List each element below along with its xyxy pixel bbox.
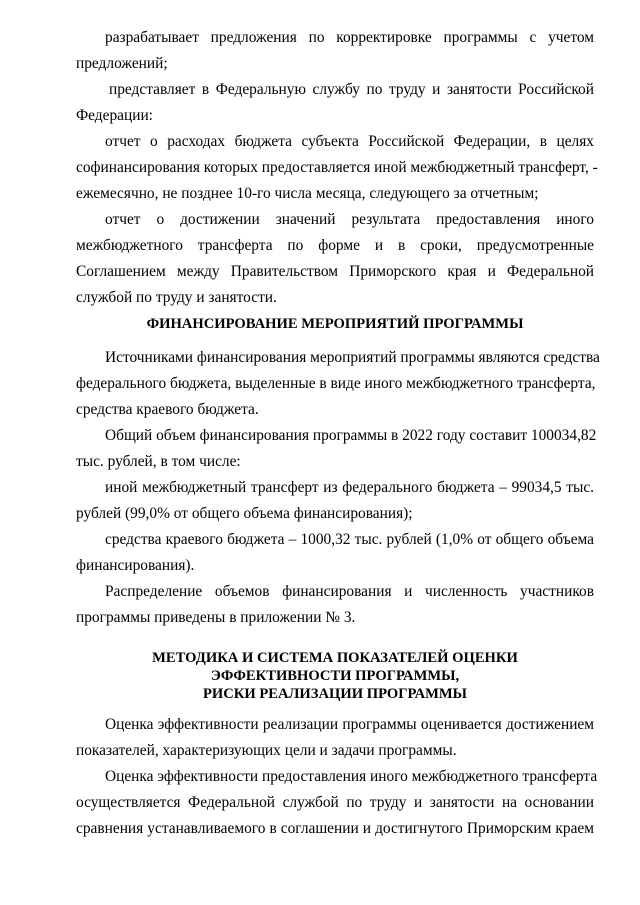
body-text-line: средства краевого бюджета – 1000,32 тыс. рублей (1,0% от общего объема <box>105 531 594 548</box>
body-text-line: представляет в Федеральную службу по труду и занятости Российской <box>109 81 594 98</box>
body-text-line: Соглашением между Правительством Приморского края и Федеральной <box>76 263 594 280</box>
body-text-line: программы приведены в приложении № 3. <box>76 609 356 626</box>
body-text-line: Общий объем финансирования программы в 2022 году составит 100034,82 <box>105 427 597 444</box>
section-heading-methodology-2: ЭФФЕКТИВНОСТИ ПРОГРАММЫ, <box>210 668 460 684</box>
body-text-line: межбюджетного трансферта по форме и в сроки, предусмотренные <box>76 237 594 254</box>
body-text-line: Оценка эффективности реализации программы оценивается достижением <box>105 716 594 733</box>
body-text-line: отчет о расходах бюджета субъекта Российской Федерации, в целях <box>105 133 594 150</box>
body-text-line: Источниками финансирования мероприятий программы являются средства <box>105 349 600 366</box>
section-heading-financing: ФИНАНСИРОВАНИЕ МЕРОПРИЯТИЙ ПРОГРАММЫ <box>146 316 524 332</box>
body-text-line: тыс. рублей, в том числе: <box>76 453 241 470</box>
section-heading-methodology-1: МЕТОДИКА И СИСТЕМА ПОКАЗАТЕЛЕЙ ОЦЕНКИ <box>152 650 518 666</box>
body-text-line: отчет о достижении значений результата предоставления иного <box>105 211 594 228</box>
body-text-line: Федерации: <box>76 107 153 124</box>
body-text-line: осуществляется Федеральной службой по труду и занятости на основании <box>76 794 594 811</box>
body-text-line: софинансирования которых предоставляется иной межбюджетный трансферт, - <box>76 159 598 176</box>
body-text-line: разрабатывает предложения по корректировке программы с учетом <box>105 29 594 46</box>
body-text-line: рублей (99,0% от общего объема финансирования); <box>76 505 413 522</box>
body-text-line: показателей, характеризующих цели и задачи программы. <box>76 742 457 759</box>
body-text-line: Оценка эффективности предоставления иного межбюджетного трансферта <box>105 768 598 785</box>
section-heading-methodology-3: РИСКИ РЕАЛИЗАЦИИ ПРОГРАММЫ <box>202 686 468 702</box>
body-text-line: средства краевого бюджета. <box>76 401 259 418</box>
body-text-line: сравнения устанавливаемого в соглашении и достигнутого Приморским краем <box>76 820 594 837</box>
body-text-line: финансирования). <box>76 557 195 574</box>
body-text-line: ежемесячно, не позднее 10-го числа месяца, следующего за отчетным; <box>76 185 539 202</box>
body-text-line: предложений; <box>76 55 168 72</box>
body-text-line: иной межбюджетный трансферт из федерального бюджета – 99034,5 тыс. <box>105 479 594 496</box>
body-text-line: федерального бюджета, выделенные в виде иного межбюджетного трансферта, <box>76 375 596 392</box>
body-text-line: службой по труду и занятости. <box>76 289 277 306</box>
body-text-line: Распределение объемов финансирования и численность участников <box>105 583 594 600</box>
